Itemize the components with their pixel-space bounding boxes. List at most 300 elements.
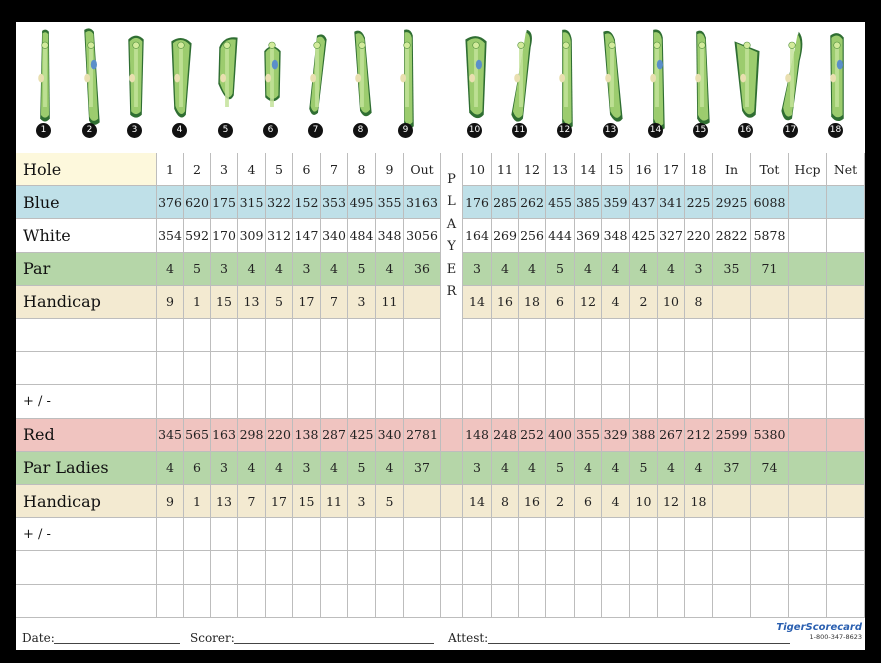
- entry-cell[interactable]: [658, 551, 685, 584]
- score-cell: 13: [211, 485, 238, 518]
- row-label: Handicap: [16, 485, 157, 518]
- entry-cell[interactable]: [184, 352, 211, 385]
- entry-cell[interactable]: [685, 385, 713, 418]
- entry-cell[interactable]: [519, 352, 546, 385]
- entry-cell[interactable]: [157, 551, 184, 584]
- hole-12-map: [553, 26, 579, 134]
- entry-cell[interactable]: [266, 585, 293, 618]
- entry-cell[interactable]: [157, 585, 184, 618]
- entry-cell[interactable]: [789, 385, 827, 418]
- scorer-line[interactable]: [234, 643, 434, 644]
- entry-cell[interactable]: [827, 518, 865, 551]
- entry-cell[interactable]: [789, 518, 827, 551]
- entry-cell[interactable]: [321, 585, 348, 618]
- entry-cell[interactable]: [602, 585, 630, 618]
- score-cell: 15: [293, 485, 321, 518]
- entry-cell[interactable]: [751, 585, 789, 618]
- entry-cell[interactable]: [546, 385, 575, 418]
- score-cell: 400: [546, 419, 575, 452]
- score-cell: 163: [211, 419, 238, 452]
- entry-cell[interactable]: [238, 319, 266, 352]
- entry-cell[interactable]: [713, 352, 751, 385]
- score-cell: 6088: [751, 186, 789, 219]
- entry-cell[interactable]: [348, 352, 376, 385]
- hole-number-badge: 2: [82, 123, 97, 138]
- entry-cell[interactable]: [238, 551, 266, 584]
- entry-cell[interactable]: [492, 518, 519, 551]
- entry-cell[interactable]: [827, 385, 865, 418]
- score-cell: 2599: [713, 419, 751, 452]
- entry-cell[interactable]: [157, 319, 184, 352]
- score-cell: 225: [685, 186, 713, 219]
- entry-cell[interactable]: [266, 385, 293, 418]
- entry-cell[interactable]: [404, 352, 441, 385]
- player-letter: L: [447, 194, 456, 209]
- entry-cell[interactable]: [321, 319, 348, 352]
- score-cell: 3: [685, 253, 713, 286]
- entry-cell[interactable]: [348, 319, 376, 352]
- entry-cell[interactable]: [789, 551, 827, 584]
- score-cell: 4: [157, 452, 184, 485]
- score-cell: 164: [463, 219, 492, 252]
- entry-cell[interactable]: [463, 551, 492, 584]
- score-cell: 425: [348, 419, 376, 452]
- score-cell: 18: [519, 286, 546, 319]
- entry-cell[interactable]: [713, 385, 751, 418]
- score-cell: 13: [546, 153, 575, 186]
- score-cell: [441, 485, 463, 518]
- score-cell: 4: [238, 253, 266, 286]
- row-label: Red: [16, 419, 157, 452]
- entry-cell[interactable]: [602, 319, 630, 352]
- hole-number-badge: 18: [828, 123, 843, 138]
- entry-cell[interactable]: [658, 352, 685, 385]
- score-cell: 17: [266, 485, 293, 518]
- score-cell: [751, 485, 789, 518]
- entry-cell[interactable]: [685, 518, 713, 551]
- score-cell: [827, 219, 865, 252]
- hole-3-map: [123, 26, 149, 134]
- entry-cell[interactable]: [376, 385, 404, 418]
- score-cell: 4: [238, 452, 266, 485]
- entry-cell[interactable]: [321, 551, 348, 584]
- score-cell: 16: [630, 153, 658, 186]
- entry-cell[interactable]: [658, 319, 685, 352]
- entry-cell[interactable]: [376, 585, 404, 618]
- row-label: + / -: [16, 518, 157, 551]
- score-cell: 18: [685, 485, 713, 518]
- score-cell: 9: [157, 485, 184, 518]
- entry-cell[interactable]: [376, 319, 404, 352]
- score-cell: 4: [602, 286, 630, 319]
- score-cell: 6: [546, 286, 575, 319]
- hole-number-badge: 14: [648, 123, 663, 138]
- score-cell: [713, 485, 751, 518]
- entry-cell[interactable]: [348, 518, 376, 551]
- entry-cell[interactable]: [184, 385, 211, 418]
- score-cell: 12: [575, 286, 602, 319]
- score-cell: 10: [658, 286, 685, 319]
- score-cell: [789, 186, 827, 219]
- score-cell: 4: [519, 253, 546, 286]
- entry-cell[interactable]: [602, 518, 630, 551]
- entry-cell[interactable]: [238, 385, 266, 418]
- score-cell: [713, 286, 751, 319]
- hole-number-badge: 1: [36, 123, 51, 138]
- entry-cell[interactable]: [441, 518, 463, 551]
- entry-cell[interactable]: [348, 585, 376, 618]
- score-cell: 176: [463, 186, 492, 219]
- hole-number-badge: 6: [263, 123, 278, 138]
- score-cell: 10: [630, 485, 658, 518]
- entry-cell[interactable]: [211, 385, 238, 418]
- score-cell: 175: [211, 186, 238, 219]
- entry-cell[interactable]: [685, 319, 713, 352]
- score-cell: 345: [157, 419, 184, 452]
- entry-cell[interactable]: [630, 518, 658, 551]
- entry-cell[interactable]: [658, 585, 685, 618]
- score-cell: 6: [184, 452, 211, 485]
- entry-cell[interactable]: [238, 352, 266, 385]
- score-cell: 5: [546, 452, 575, 485]
- entry-cell[interactable]: [492, 385, 519, 418]
- entry-cell[interactable]: [376, 352, 404, 385]
- scorecard: [16, 22, 865, 650]
- score-cell: 262: [519, 186, 546, 219]
- entry-cell[interactable]: [751, 551, 789, 584]
- score-cell: 17: [293, 286, 321, 319]
- score-cell: 4: [602, 452, 630, 485]
- entry-cell[interactable]: [685, 585, 713, 618]
- score-cell: 298: [238, 419, 266, 452]
- entry-cell[interactable]: [751, 385, 789, 418]
- score-cell: 3: [348, 485, 376, 518]
- entry-cell[interactable]: [441, 551, 463, 584]
- entry-cell[interactable]: [630, 352, 658, 385]
- row-label: [16, 352, 157, 385]
- entry-cell[interactable]: [519, 319, 546, 352]
- score-cell: 4: [376, 253, 404, 286]
- score-cell: 147: [293, 219, 321, 252]
- entry-cell[interactable]: [658, 518, 685, 551]
- hole-7-map: [304, 26, 330, 134]
- entry-cell[interactable]: [404, 551, 441, 584]
- hole-number-badge: 12: [557, 123, 572, 138]
- score-cell: Hcp: [789, 153, 827, 186]
- score-cell: 220: [266, 419, 293, 452]
- entry-cell[interactable]: [713, 518, 751, 551]
- score-cell: 5380: [751, 419, 789, 452]
- score-cell: 1: [184, 286, 211, 319]
- hole-8-map: [349, 26, 375, 134]
- score-cell: 437: [630, 186, 658, 219]
- entry-cell[interactable]: [238, 518, 266, 551]
- score-cell: 287: [321, 419, 348, 452]
- entry-cell[interactable]: [211, 585, 238, 618]
- score-cell: 348: [376, 219, 404, 252]
- entry-cell[interactable]: [789, 319, 827, 352]
- entry-cell[interactable]: [713, 551, 751, 584]
- score-cell: 425: [630, 219, 658, 252]
- entry-cell[interactable]: [293, 518, 321, 551]
- entry-cell[interactable]: [404, 585, 441, 618]
- entry-cell[interactable]: [293, 585, 321, 618]
- hole-number-badge: 4: [172, 123, 187, 138]
- hole-number-badge: 17: [783, 123, 798, 138]
- hole-15-map: [689, 26, 715, 134]
- entry-cell[interactable]: [293, 352, 321, 385]
- entry-cell[interactable]: [376, 551, 404, 584]
- entry-cell[interactable]: [157, 385, 184, 418]
- entry-cell[interactable]: [492, 585, 519, 618]
- entry-cell[interactable]: [321, 352, 348, 385]
- score-cell: 256: [519, 219, 546, 252]
- entry-cell[interactable]: [266, 352, 293, 385]
- entry-cell[interactable]: [575, 585, 602, 618]
- entry-cell[interactable]: [492, 352, 519, 385]
- score-cell: 385: [575, 186, 602, 219]
- score-cell: 3: [211, 253, 238, 286]
- score-cell: 4: [630, 253, 658, 286]
- hole-number-badge: 8: [353, 123, 368, 138]
- score-cell: [789, 219, 827, 252]
- score-cell: 15: [602, 153, 630, 186]
- score-cell: 4: [238, 153, 266, 186]
- entry-cell[interactable]: [602, 551, 630, 584]
- entry-cell[interactable]: [184, 319, 211, 352]
- entry-cell[interactable]: [238, 585, 266, 618]
- hole-4-map: [168, 26, 194, 134]
- entry-cell[interactable]: [463, 319, 492, 352]
- score-cell: [751, 286, 789, 319]
- score-cell: [789, 286, 827, 319]
- entry-cell[interactable]: [751, 319, 789, 352]
- entry-cell[interactable]: [404, 319, 441, 352]
- entry-cell[interactable]: [630, 319, 658, 352]
- score-cell: 3: [293, 253, 321, 286]
- entry-cell[interactable]: [348, 551, 376, 584]
- player-letter: Y: [447, 239, 456, 254]
- score-cell: 4: [575, 253, 602, 286]
- score-cell: 4: [685, 452, 713, 485]
- hole-1-map: [32, 26, 58, 134]
- score-cell: [441, 419, 463, 452]
- entry-cell[interactable]: [546, 352, 575, 385]
- score-cell: 355: [575, 419, 602, 452]
- entry-cell[interactable]: [575, 551, 602, 584]
- score-cell: 2: [184, 153, 211, 186]
- entry-cell[interactable]: [751, 518, 789, 551]
- entry-cell[interactable]: [348, 385, 376, 418]
- entry-cell[interactable]: [546, 551, 575, 584]
- row-label: White: [16, 219, 157, 252]
- score-cell: 11: [492, 153, 519, 186]
- entry-cell[interactable]: [827, 352, 865, 385]
- entry-cell[interactable]: [789, 585, 827, 618]
- entry-cell[interactable]: [827, 585, 865, 618]
- score-cell: 455: [546, 186, 575, 219]
- score-cell: 355: [376, 186, 404, 219]
- entry-cell[interactable]: [404, 385, 441, 418]
- entry-cell[interactable]: [441, 385, 463, 418]
- score-cell: 4: [321, 452, 348, 485]
- score-cell: 309: [238, 219, 266, 252]
- hole-10-map: [463, 26, 489, 134]
- entry-cell[interactable]: [713, 585, 751, 618]
- hole-diagrams-strip: [16, 22, 865, 146]
- entry-cell[interactable]: [463, 385, 492, 418]
- player-column-label: [441, 153, 463, 319]
- score-cell: 10: [463, 153, 492, 186]
- score-cell: 5: [630, 452, 658, 485]
- score-cell: 8: [492, 485, 519, 518]
- score-cell: 9: [376, 153, 404, 186]
- entry-cell[interactable]: [713, 319, 751, 352]
- score-cell: 252: [519, 419, 546, 452]
- entry-cell[interactable]: [211, 518, 238, 551]
- row-label: [16, 319, 157, 352]
- entry-cell[interactable]: [321, 518, 348, 551]
- entry-cell[interactable]: [157, 352, 184, 385]
- hole-number-badge: 15: [693, 123, 708, 138]
- date-line[interactable]: [54, 643, 180, 644]
- entry-cell[interactable]: [827, 551, 865, 584]
- score-cell: 4: [157, 253, 184, 286]
- score-cell: 15: [211, 286, 238, 319]
- entry-cell[interactable]: [519, 518, 546, 551]
- entry-cell[interactable]: [184, 518, 211, 551]
- entry-cell[interactable]: [630, 385, 658, 418]
- entry-cell[interactable]: [211, 551, 238, 584]
- score-cell: 3: [463, 452, 492, 485]
- entry-cell[interactable]: [404, 518, 441, 551]
- score-cell: 4: [519, 452, 546, 485]
- entry-cell[interactable]: [519, 551, 546, 584]
- score-cell: 17: [658, 153, 685, 186]
- score-cell: 348: [602, 219, 630, 252]
- score-cell: 71: [751, 253, 789, 286]
- score-cell: 37: [404, 452, 441, 485]
- hole-2-map: [78, 26, 104, 134]
- entry-cell[interactable]: [441, 319, 463, 352]
- score-cell: 148: [463, 419, 492, 452]
- entry-cell[interactable]: [575, 352, 602, 385]
- entry-cell[interactable]: [211, 352, 238, 385]
- score-cell: [789, 485, 827, 518]
- entry-cell[interactable]: [546, 585, 575, 618]
- player-letter: A: [446, 216, 457, 232]
- score-cell: [827, 419, 865, 452]
- score-cell: 74: [751, 452, 789, 485]
- score-cell: 1: [184, 485, 211, 518]
- score-cell: 2: [546, 485, 575, 518]
- entry-cell[interactable]: [293, 319, 321, 352]
- entry-cell[interactable]: [685, 551, 713, 584]
- score-cell: 5: [184, 253, 211, 286]
- score-cell: [404, 485, 441, 518]
- score-cell: [441, 452, 463, 485]
- score-cell: 170: [211, 219, 238, 252]
- brand-phone: 1-800-347-8623: [809, 633, 862, 641]
- entry-cell[interactable]: [602, 385, 630, 418]
- score-cell: 14: [463, 286, 492, 319]
- score-cell: 329: [602, 419, 630, 452]
- score-cell: 8: [685, 286, 713, 319]
- entry-cell[interactable]: [293, 385, 321, 418]
- score-cell: 9: [157, 286, 184, 319]
- hole-number-badge: 7: [308, 123, 323, 138]
- entry-cell[interactable]: [658, 385, 685, 418]
- entry-cell[interactable]: [827, 319, 865, 352]
- hole-17-map: [779, 26, 805, 134]
- entry-cell[interactable]: [546, 319, 575, 352]
- signature-footer: [16, 622, 865, 650]
- score-cell: 3: [348, 286, 376, 319]
- entry-cell[interactable]: [211, 319, 238, 352]
- entry-cell[interactable]: [685, 352, 713, 385]
- entry-cell[interactable]: [463, 585, 492, 618]
- score-cell: 5878: [751, 219, 789, 252]
- entry-cell[interactable]: [519, 585, 546, 618]
- entry-cell[interactable]: [463, 352, 492, 385]
- score-cell: 592: [184, 219, 211, 252]
- entry-cell[interactable]: [751, 352, 789, 385]
- entry-cell[interactable]: [519, 385, 546, 418]
- entry-cell[interactable]: [575, 518, 602, 551]
- entry-cell[interactable]: [789, 352, 827, 385]
- score-cell: 354: [157, 219, 184, 252]
- score-cell: [827, 186, 865, 219]
- entry-cell[interactable]: [293, 551, 321, 584]
- score-cell: 620: [184, 186, 211, 219]
- entry-cell[interactable]: [575, 385, 602, 418]
- score-cell: 138: [293, 419, 321, 452]
- entry-cell[interactable]: [463, 518, 492, 551]
- entry-cell[interactable]: [492, 551, 519, 584]
- score-cell: 3163: [404, 186, 441, 219]
- date-label: Date:: [22, 631, 55, 645]
- score-cell: [827, 485, 865, 518]
- entry-cell[interactable]: [630, 551, 658, 584]
- score-cell: 248: [492, 419, 519, 452]
- score-cell: 3056: [404, 219, 441, 252]
- score-cell: 4: [492, 253, 519, 286]
- entry-cell[interactable]: [376, 518, 404, 551]
- row-label: Par: [16, 253, 157, 286]
- score-cell: 7: [238, 485, 266, 518]
- entry-cell[interactable]: [184, 585, 211, 618]
- entry-cell[interactable]: [266, 319, 293, 352]
- entry-cell[interactable]: [441, 585, 463, 618]
- entry-cell[interactable]: [602, 352, 630, 385]
- score-cell: 341: [658, 186, 685, 219]
- entry-cell[interactable]: [266, 518, 293, 551]
- score-cell: [789, 419, 827, 452]
- entry-cell[interactable]: [630, 585, 658, 618]
- row-label: [16, 551, 157, 584]
- entry-cell[interactable]: [546, 518, 575, 551]
- attest-line[interactable]: [488, 643, 790, 644]
- entry-cell[interactable]: [157, 518, 184, 551]
- entry-cell[interactable]: [321, 385, 348, 418]
- score-cell: 6: [575, 485, 602, 518]
- entry-cell[interactable]: [441, 352, 463, 385]
- entry-cell[interactable]: [492, 319, 519, 352]
- entry-cell[interactable]: [575, 319, 602, 352]
- score-cell: [404, 286, 441, 319]
- entry-cell[interactable]: [266, 551, 293, 584]
- entry-cell[interactable]: [184, 551, 211, 584]
